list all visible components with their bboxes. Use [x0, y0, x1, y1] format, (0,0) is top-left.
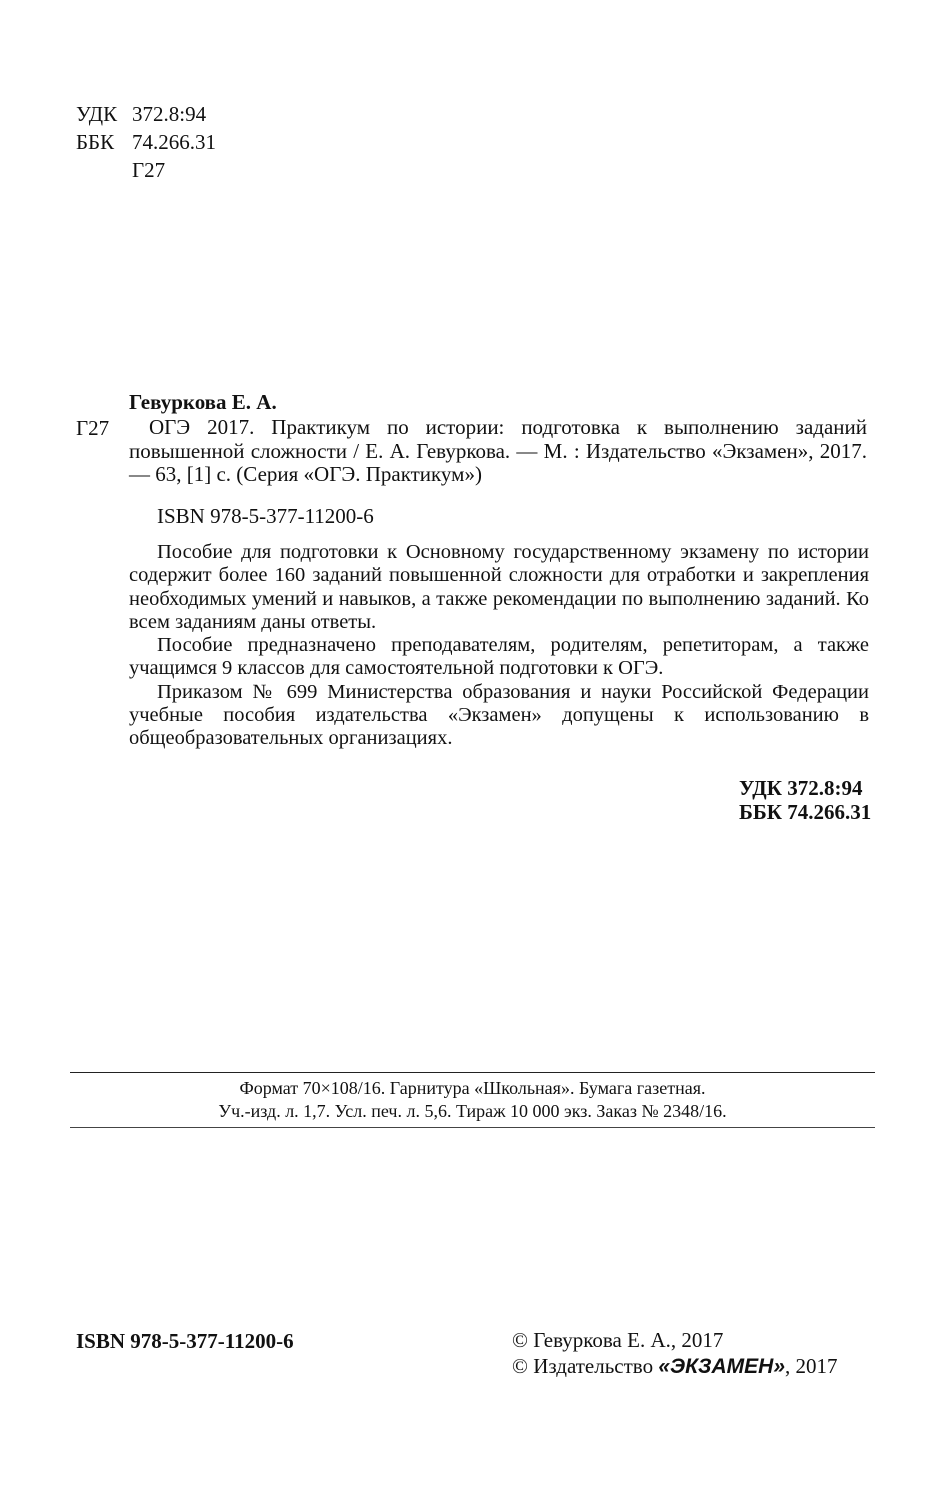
author-mark: Г27 [76, 416, 110, 440]
bottom-classification [739, 776, 871, 824]
author-mark-top: Г27 [132, 158, 166, 182]
isbn-footer: ISBN 978-5-377-11200-6 [76, 1329, 294, 1353]
imprint-line-2: Уч.-изд. л. 1,7. Усл. печ. л. 5,6. Тираж 10 000 экз. Заказ № 2348/16. [218, 1101, 727, 1121]
udk-label: УДК [76, 102, 118, 126]
copyright-publisher-year: , 2017 [785, 1354, 838, 1378]
annotation [129, 541, 869, 751]
annotation-paragraph: Пособие предназначено преподавателям, родителям, репетиторам, а также учащимся 9 классов для самостоятельной подготовки к ОГЭ. [129, 634, 869, 680]
annotation-paragraph: Пособие для подготовки к Основному государственному экзамену по истории содержит более 160 заданий повышенной сложности для отработки и закрепления необходимых умений и навыков, а также рекомендации по выполнению заданий. Ко всем заданиям даны ответы. [129, 541, 869, 633]
imprint-line-1: Формат 70×108/16. Гарнитура «Школьная». Бумага газетная. [239, 1078, 706, 1098]
udk-value: 372.8:94 [132, 102, 207, 126]
author-name: Гевуркова Е. А. [129, 390, 277, 414]
author-mark-row [76, 158, 216, 186]
copyright-publisher-prefix: © Издательство [512, 1354, 659, 1378]
udk-row [76, 102, 216, 130]
bbk-value: 74.266.31 [132, 130, 216, 154]
imprint-bottom-rule [70, 1127, 875, 1128]
bbk-code: ББК 74.266.31 [739, 800, 872, 824]
copyright-author: © Гевуркова Е. А., 2017 [512, 1328, 724, 1352]
bbk-row [76, 130, 216, 158]
imprint-top-rule [70, 1072, 875, 1073]
isbn-line: ISBN 978-5-377-11200-6 [157, 504, 374, 528]
publisher-brand: «ЭКЗАМЕН» [658, 1355, 786, 1378]
annotation-paragraph: Приказом № 699 Министерства образования и науки Российской Федерации учебные пособия издательства «Экзамен» допущены к использованию в общеобразовательных организациях. [129, 680, 869, 750]
bibliographic-description: ОГЭ 2017. Практикум по истории: подготовка к выполнению заданий повышенной сложности / Е. А. Гевуркова. — М. : Издательство «Экзамен», 2017. — 63, [1] с. (Серия «ОГЭ. Практикум») [129, 415, 867, 486]
bbk-label: ББК [76, 130, 115, 154]
udk-code: УДК 372.8:94 [739, 776, 863, 800]
top-classification [76, 102, 216, 186]
copyright-publisher [512, 1354, 838, 1379]
